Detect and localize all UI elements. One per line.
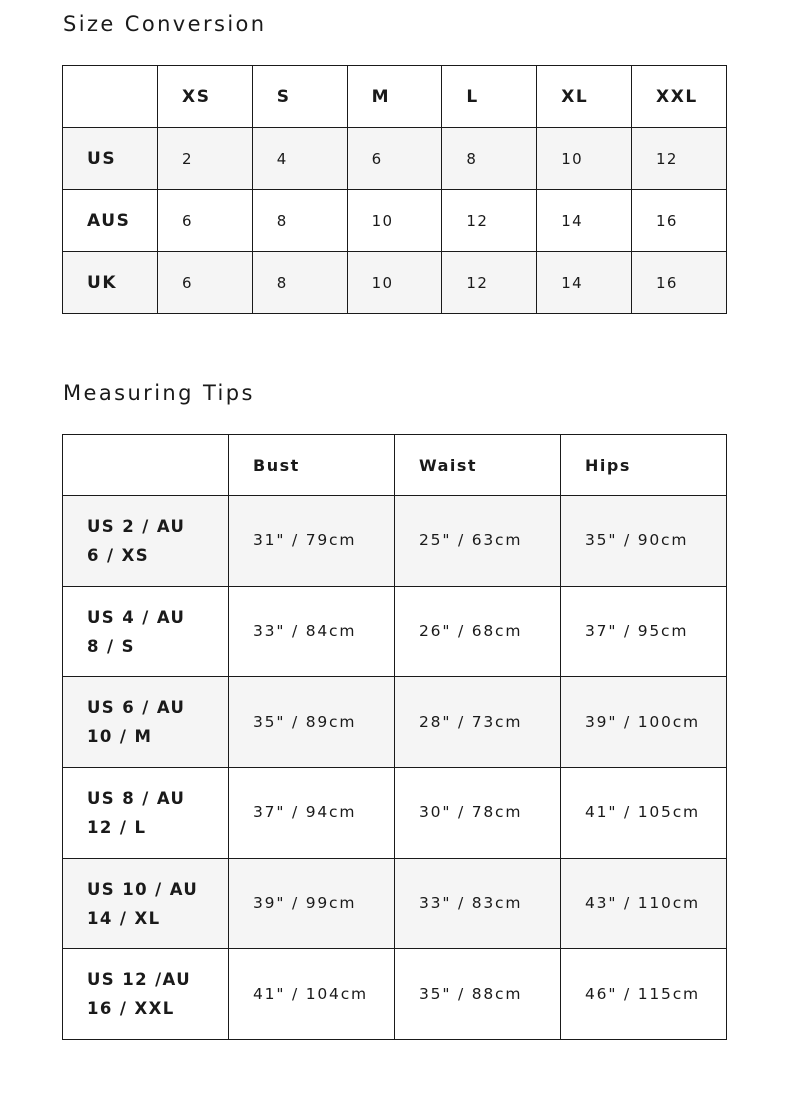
table-cell: 35" / 90cm — [561, 496, 727, 587]
table-cell: 31" / 79cm — [229, 496, 395, 587]
row-label: AUS — [63, 190, 158, 252]
table-row — [63, 496, 727, 587]
table-cell: 8 — [442, 128, 537, 190]
table-cell: 14 — [537, 190, 632, 252]
table-cell: 43" / 110cm — [561, 858, 727, 949]
table-cell: 12 — [631, 128, 726, 190]
size-conversion-table — [62, 65, 727, 314]
header-cell-l: L — [442, 66, 537, 128]
table-cell: 35" / 88cm — [395, 949, 561, 1040]
table-cell: 35" / 89cm — [229, 677, 395, 768]
table-row — [63, 858, 727, 949]
header-cell-bust: Bust — [229, 435, 395, 496]
row-label: US 10 / AU 14 / XL — [63, 858, 229, 949]
table-header-row — [63, 66, 727, 128]
table-cell: 39" / 100cm — [561, 677, 727, 768]
header-cell-empty — [63, 435, 229, 496]
table-cell: 10 — [537, 128, 632, 190]
row-label: US — [63, 128, 158, 190]
size-conversion-title: Size Conversion — [63, 12, 267, 36]
header-cell-s: S — [252, 66, 347, 128]
table-cell: 8 — [252, 252, 347, 314]
table-cell: 46" / 115cm — [561, 949, 727, 1040]
table-row — [63, 252, 727, 314]
table-row — [63, 677, 727, 768]
table-cell: 16 — [631, 252, 726, 314]
table-cell: 10 — [347, 190, 442, 252]
table-row — [63, 768, 727, 859]
table-cell: 14 — [537, 252, 632, 314]
table-cell: 33" / 83cm — [395, 858, 561, 949]
row-label: US 2 / AU 6 / XS — [63, 496, 229, 587]
header-cell-waist: Waist — [395, 435, 561, 496]
table-cell: 16 — [631, 190, 726, 252]
header-cell-xxl: XXL — [631, 66, 726, 128]
table-cell: 39" / 99cm — [229, 858, 395, 949]
header-cell-m: M — [347, 66, 442, 128]
row-label: US 6 / AU 10 / M — [63, 677, 229, 768]
table-cell: 25" / 63cm — [395, 496, 561, 587]
table-cell: 12 — [442, 252, 537, 314]
table-cell: 26" / 68cm — [395, 586, 561, 677]
row-label: US 8 / AU 12 / L — [63, 768, 229, 859]
table-header-row — [63, 435, 727, 496]
table-cell: 6 — [158, 252, 253, 314]
table-row — [63, 949, 727, 1040]
header-cell-xs: XS — [158, 66, 253, 128]
table-cell: 41" / 105cm — [561, 768, 727, 859]
row-label: UK — [63, 252, 158, 314]
measuring-tips-title: Measuring Tips — [63, 381, 255, 405]
measuring-tips-table — [62, 434, 727, 1040]
header-cell-xl: XL — [537, 66, 632, 128]
table-cell: 8 — [252, 190, 347, 252]
table-cell: 12 — [442, 190, 537, 252]
table-cell: 33" / 84cm — [229, 586, 395, 677]
table-cell: 37" / 94cm — [229, 768, 395, 859]
table-cell: 41" / 104cm — [229, 949, 395, 1040]
table-cell: 6 — [347, 128, 442, 190]
table-cell: 6 — [158, 190, 253, 252]
table-cell: 37" / 95cm — [561, 586, 727, 677]
header-cell-empty — [63, 66, 158, 128]
table-row — [63, 128, 727, 190]
row-label: US 4 / AU 8 / S — [63, 586, 229, 677]
header-cell-hips: Hips — [561, 435, 727, 496]
table-cell: 10 — [347, 252, 442, 314]
table-cell: 30" / 78cm — [395, 768, 561, 859]
table-cell: 2 — [158, 128, 253, 190]
table-cell: 4 — [252, 128, 347, 190]
table-row — [63, 586, 727, 677]
row-label: US 12 /AU 16 / XXL — [63, 949, 229, 1040]
table-cell: 28" / 73cm — [395, 677, 561, 768]
table-row — [63, 190, 727, 252]
